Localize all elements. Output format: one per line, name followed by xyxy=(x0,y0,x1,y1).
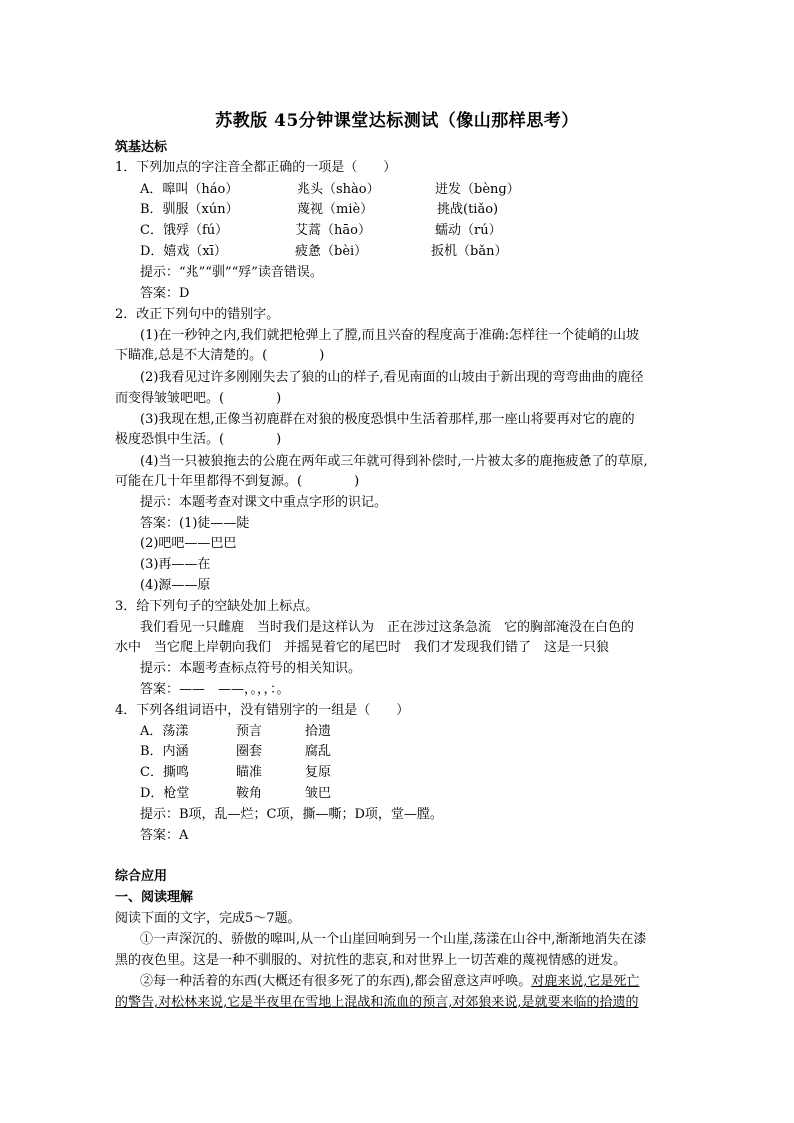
q2-sentence-3-line-2: 极度恐惧中生活。( ) xyxy=(115,432,282,447)
reading-para-2-line-2: 的警告,对松林来说,它是半夜里在雪地上混战和流血的预言,对郊狼来说,是就要来临的拾遗的 xyxy=(115,995,639,1010)
question-4-stem: 4．下列各组词语中，没有错别字的一组是（ ） xyxy=(115,703,410,718)
q4-option-c-2: 瞄准 xyxy=(236,765,263,780)
q3-passage-line-2: 水中 当它爬上岸朝向我们 并摇晃着它的尾巴时 我们才发现我们错了 这是一只狼 xyxy=(115,640,610,655)
q4-option-a-2: 预言 xyxy=(236,724,263,739)
q2-sentence-4-line-2: 可能在几十年里都得不到复源。( ) xyxy=(115,474,360,489)
section-heading-application: 综合应用 xyxy=(115,869,168,884)
question-1-answer: 答案：D xyxy=(140,286,190,301)
q4-option-d-3: 皱巴 xyxy=(305,786,332,801)
question-2-hint: 提示：本题考查对课文中重点字形的识记。 xyxy=(140,495,388,510)
question-4-answer: 答案：A xyxy=(140,828,189,843)
reading-para-2-underlined: 对鹿来说,它是死亡 xyxy=(531,974,640,989)
q4-option-c-3: 复原 xyxy=(305,765,332,780)
q2-sentence-1-line-2: 下瞄准,总是不大清楚的。( ) xyxy=(115,348,325,363)
reading-para-1-line-2: 黑的夜色里。这是一种不驯服的、对抗性的悲哀,和对世界上一切苦难的蔑视情感的迸发。 xyxy=(115,953,627,968)
subsection-reading: 一、阅读理解 xyxy=(115,890,194,905)
q4-option-a-1: A．荡漾 xyxy=(140,724,189,739)
q1-option-d-1: D．嬉戏（xī） xyxy=(140,244,227,259)
q1-option-c-1: C．饿殍（fú） xyxy=(140,223,229,238)
reading-para-2-plain: ②每一种活着的东西(大概还有很多死了的东西),都会留意这声呼唤。 xyxy=(140,974,532,989)
q2-answer-4: (4)源——原 xyxy=(140,578,211,593)
document-title: 苏教版 45分钟课堂达标测试（像山那样思考） xyxy=(215,111,579,131)
q2-sentence-4-line-1: (4)当一只被狼拖去的公鹿在两年或三年就可得到补偿时,一片被太多的鹿拖疲惫了的草原, xyxy=(140,454,648,469)
q2-answer-2: (2)吧吧——巴巴 xyxy=(140,536,237,551)
q1-option-d-2: 疲惫（bèi） xyxy=(295,244,368,259)
question-3-answer: 答案：—— ——，。，，：。 xyxy=(140,682,290,697)
question-3-hint: 提示：本题考查标点符号的相关知识。 xyxy=(140,661,362,676)
q1-option-b-1: B．驯服（xún） xyxy=(140,202,239,217)
question-1-stem: 1．下列加点的字注音全都正确的一项是（ ） xyxy=(115,160,397,175)
question-1-hint: 提示：“兆”“驯”“殍”读音错误。 xyxy=(140,265,323,280)
q1-option-a-1: A．嗥叫（háo） xyxy=(140,182,239,197)
q1-option-a-3: 迸发（bènɡ） xyxy=(435,182,520,197)
q2-answer-1: 答案：(1)徒——陡 xyxy=(140,516,250,531)
question-3-stem: 3．给下列句子的空缺处加上标点。 xyxy=(115,599,319,614)
q1-option-d-3: 扳机（bǎn） xyxy=(431,244,508,259)
q2-sentence-2-line-1: (2)我看见过许多刚刚失去了狼的山的样子,看见南面的山坡由于新出现的弯弯曲曲的鹿径 xyxy=(140,370,644,385)
q4-option-b-3: 腐乱 xyxy=(305,744,332,759)
q2-sentence-3-line-1: (3)我现在想,正像当初鹿群在对狼的极度恐惧中生活着那样,那一座山将要再对它的鹿的 xyxy=(140,412,635,427)
q4-option-b-2: 圈套 xyxy=(236,744,263,759)
q4-option-c-1: C．撕鸣 xyxy=(140,765,189,780)
q4-option-a-3: 拾遗 xyxy=(305,724,332,739)
q4-option-b-1: B．内涵 xyxy=(140,744,189,759)
question-2-stem: 2．改正下列句中的错别字。 xyxy=(115,307,280,322)
section-heading-basics: 筑基达标 xyxy=(115,140,168,155)
q1-option-b-2: 蔑视（miè） xyxy=(297,202,374,217)
q4-option-d-2: 鞍角 xyxy=(236,786,263,801)
q2-answer-3: (3)再——在 xyxy=(140,557,211,572)
reading-para-2-line-1 xyxy=(140,972,639,992)
question-4-hint: 提示：B项，乱—烂；C项，撕—嘶；D项，堂—膛。 xyxy=(140,807,443,822)
q3-passage-line-1: 我们看见一只雌鹿 当时我们是这样认为 正在涉过这条急流 它的胸部淹没在白色的 xyxy=(140,620,635,635)
q4-option-d-1: D．枪堂 xyxy=(140,786,190,801)
q2-sentence-2-line-2: 而变得皱皱吧吧。( ) xyxy=(115,391,282,406)
reading-para-1-line-1: ①一声深沉的、骄傲的嗥叫,从一个山崖回响到另一个山崖,荡漾在山谷中,渐渐地消失在漆 xyxy=(140,932,647,947)
q1-option-c-2: 艾蒿（hāo） xyxy=(295,223,371,238)
q2-sentence-1-line-1: (1)在一秒钟之内,我们就把枪弹上了膛,而且兴奋的程度高于准确:怎样往一个徒峭的山坡 xyxy=(140,328,640,343)
q1-option-b-3: 挑战(tiǎo) xyxy=(437,202,499,217)
q1-option-a-2: 兆头（shào） xyxy=(297,182,380,197)
reading-intro: 阅读下面的文字，完成5～7题。 xyxy=(115,911,301,926)
q1-option-c-3: 蠕动（rú） xyxy=(435,223,502,238)
